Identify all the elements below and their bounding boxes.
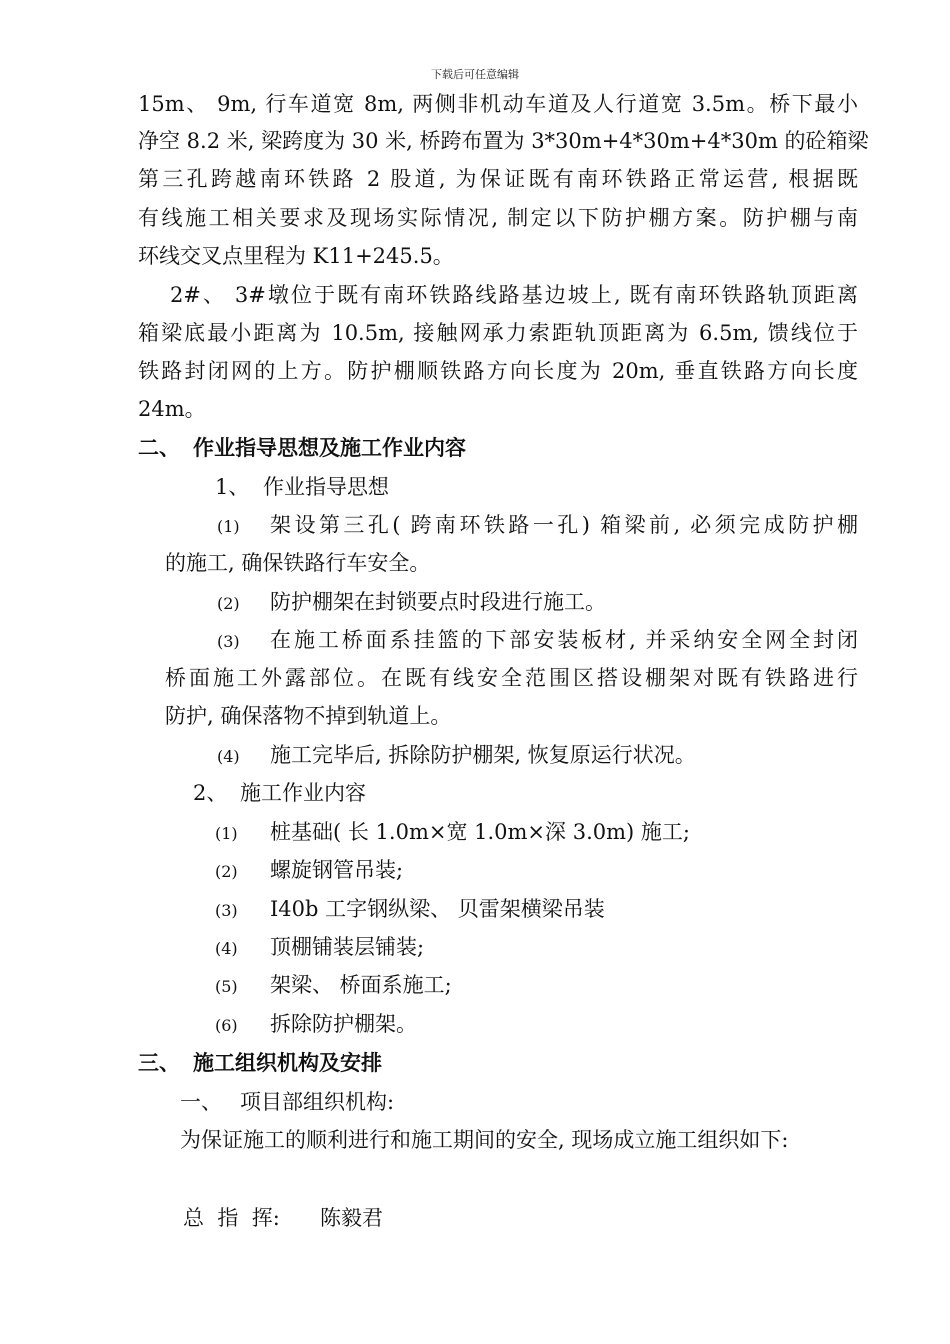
task-number: (5) <box>215 977 238 996</box>
subsection-marker: 一、 <box>180 1090 222 1114</box>
task-number: (4) <box>215 939 238 958</box>
item-text: 桥面施工外露部位。在既有线安全范围区搭设棚架对既有铁路进行 <box>165 666 858 690</box>
task-text: 顶棚铺装层铺装; <box>270 935 425 959</box>
task-text: 架梁、 桥面系施工; <box>270 973 452 997</box>
subsection-title: 作业指导思想 <box>263 475 389 499</box>
item-text: 架设第三孔( 跨南环铁路一孔) 箱梁前, 必须完成防护棚 <box>270 513 858 537</box>
task-text: 螺旋钢管吊装; <box>270 858 404 882</box>
body-line: 有线施工相关要求及现场实际情况, 制定以下防护棚方案。防护棚与南 <box>138 206 858 230</box>
subsection-marker: 2、 <box>193 781 228 805</box>
body-line: 箱梁底最小距离为 10.5m, 接触网承力索距轨顶距离为 6.5m, 馈线位于 <box>138 321 858 345</box>
org-intro: 为保证施工的顺利进行和施工期间的安全, 现场成立施工组织如下: <box>180 1128 789 1152</box>
task-text: 拆除防护棚架。 <box>270 1012 417 1036</box>
task-number: (1) <box>215 824 238 843</box>
item-text: 防护棚架在封锁要点时段进行施工。 <box>270 590 606 614</box>
body-line: 24m。 <box>138 397 206 421</box>
section-title: 作业指导思想及施工作业内容 <box>193 436 466 460</box>
item-text: 在施工桥面系挂篮的下部安装板材, 并采纳安全网全封闭 <box>270 628 858 652</box>
subsection-title: 施工作业内容 <box>240 781 366 805</box>
item-number: (1) <box>217 517 240 536</box>
body-line: 环线交叉点里程为 K11+245.5。 <box>138 244 454 268</box>
item-text: 的施工, 确保铁路行车安全。 <box>165 551 431 575</box>
task-number: (3) <box>215 901 238 920</box>
body-line: 净空 8.2 米, 梁跨度为 30 米, 桥跨布置为 3*30m+4*30m+4*30m 的砼箱梁 <box>138 129 869 153</box>
section-marker: 二、 <box>138 436 180 460</box>
page-header-note: 下载后可任意编辑 <box>431 68 519 81</box>
task-number: (6) <box>215 1016 238 1035</box>
task-text: I40b 工字钢纵梁、 贝雷架横梁吊装 <box>270 897 605 921</box>
commander-label: 总 指 挥: <box>183 1206 280 1230</box>
body-line: 2#、 3#墩位于既有南环铁路线路基边坡上, 既有南环铁路轨顶距离 <box>170 283 858 307</box>
subsection-title: 项目部组织机构: <box>240 1090 395 1114</box>
item-number: (3) <box>217 632 240 651</box>
task-number: (2) <box>215 862 238 881</box>
body-line: 15m、 9m, 行车道宽 8m, 两侧非机动车道及人行道宽 3.5m。桥下最小 <box>138 92 858 116</box>
item-number: (2) <box>217 594 240 613</box>
subsection-marker: 1、 <box>215 475 250 499</box>
commander-name: 陈毅君 <box>320 1206 383 1230</box>
body-line: 第三孔跨越南环铁路 2 股道, 为保证既有南环铁路正常运营, 根据既 <box>138 167 858 191</box>
item-number: (4) <box>217 747 240 766</box>
item-text: 防护, 确保落物不掉到轨道上。 <box>165 704 452 728</box>
task-text: 桩基础( 长 1.0m×宽 1.0m×深 3.0m) 施工; <box>270 820 690 844</box>
section-title: 施工组织机构及安排 <box>193 1051 382 1075</box>
section-marker: 三、 <box>138 1051 180 1075</box>
item-text: 施工完毕后, 拆除防护棚架, 恢复原运行状况。 <box>270 743 696 767</box>
body-line: 铁路封闭网的上方。防护棚顺铁路方向长度为 20m, 垂直铁路方向长度 <box>138 359 858 383</box>
